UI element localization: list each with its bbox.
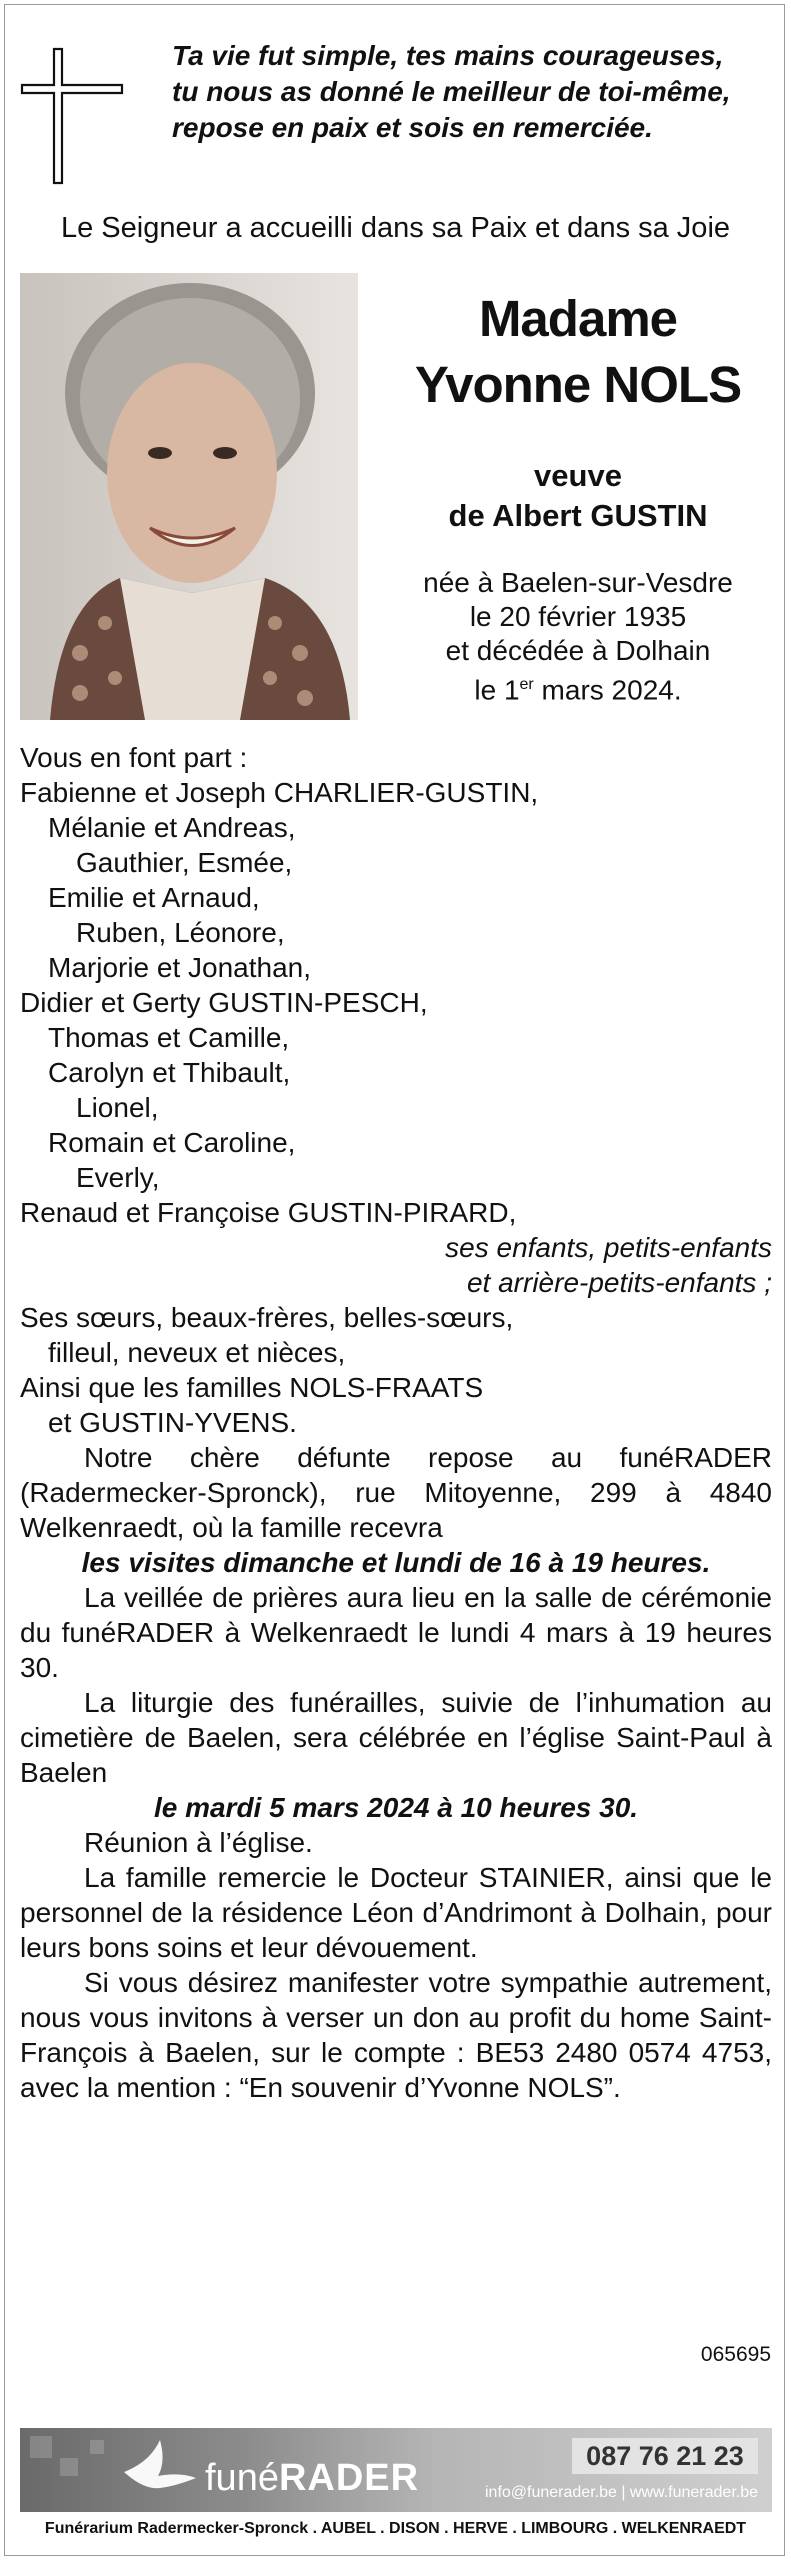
family-member-line: Romain et Caroline,	[48, 1127, 296, 1158]
family-member-line: Didier et Gerty GUSTIN-PESCH,	[20, 987, 428, 1018]
grandchildren-line: et arrière-petits-enfants ;	[466, 1267, 772, 1298]
relatives-line: filleul, neveux et nièces,	[48, 1337, 346, 1368]
siblings-line: Ses sœurs, beaux-frères, belles-sœurs,	[20, 1302, 514, 1333]
family-member-line: Fabienne et Joseph CHARLIER-GUSTIN,	[20, 777, 539, 808]
visits-line: les visites dimanche et lundi de 16 à 19 heures.	[81, 1547, 711, 1578]
birth-date: le 20 février 1935	[469, 601, 687, 632]
contact-info: info@funerader.be | www.funerader.be	[484, 2484, 758, 2501]
poem-line: tu nous as donné le meilleur de toi-même,	[172, 76, 731, 107]
dove-logo-icon	[120, 2432, 200, 2508]
cross-icon	[20, 47, 124, 185]
family-member-line: Thomas et Camille,	[48, 1022, 290, 1053]
death-date: le 1er mars 2024.	[474, 674, 682, 706]
family-member-line: Renaud et Françoise GUSTIN-PIRARD,	[20, 1197, 517, 1228]
intro-text: Le Seigneur a accueilli dans sa Paix et dans sa Joie	[60, 212, 731, 244]
families-line: Ainsi que les familles NOLS-FRAATS	[20, 1372, 484, 1403]
family-list	[20, 775, 772, 1230]
family-member-line: Lionel,	[76, 1092, 159, 1123]
birth-place: née à Baelen-sur-Vesdre	[423, 567, 733, 598]
family-member-line: Ruben, Léonore,	[76, 917, 285, 948]
family-member-line: Emilie et Arnaud,	[48, 882, 260, 913]
family-member-line: Marjorie et Jonathan,	[48, 952, 312, 983]
liturgy-paragraph: La liturgie des funérailles, suivie de l’inhumation au cimetière de Baelen, sera célébrée en l’église Saint-Paul à Baelen	[20, 1687, 772, 1788]
widow-label: veuve	[534, 458, 622, 493]
announce-opening: Vous en font part :	[20, 742, 248, 773]
notice-body	[20, 740, 772, 2105]
name-full: Yvonne NOLS	[414, 356, 742, 413]
reference-number: 065695	[700, 2343, 771, 2366]
funeral-date-line: le mardi 5 mars 2024 à 10 heures 30.	[153, 1792, 639, 1823]
poem-line: repose en paix et sois en remerciée.	[172, 112, 653, 143]
deceased-name	[378, 286, 778, 418]
family-member-line: Carolyn et Thibault,	[48, 1057, 291, 1088]
phone-number: 087 76 21 23	[572, 2438, 758, 2474]
family-member-line: Everly,	[76, 1162, 160, 1193]
poem	[172, 38, 772, 146]
donation-paragraph: Si vous désirez manifester votre sympathie autrement, nous vous invitons à verser un don au profit du home Saint-François à Baelen, sur le compte : BE53 2480 0574 4753, avec la mention : “En souvenir d’Yvonne NOLS”.	[20, 1967, 772, 2103]
thanks-paragraph: La famille remercie le Docteur STAINIER, ainsi que le personnel de la résidence Léon d’Andrimont à Dolhain, pour leurs bons soins et leur dévouement.	[20, 1862, 772, 1963]
family-member-line: Mélanie et Andreas,	[48, 812, 296, 843]
birth-death-dates	[378, 566, 778, 707]
families-line: et GUSTIN-YVENS.	[48, 1407, 297, 1438]
rest-paragraph: Notre chère défunte repose au funéRADER (Radermecker-Spronck), rue Mitoyenne, 299 à 4840 Welkenraedt, où la famille recevra	[20, 1442, 772, 1543]
death-place: et décédée à Dolhain	[445, 635, 711, 666]
name-title: Madame	[478, 290, 678, 347]
children-line: ses enfants, petits-enfants	[445, 1232, 772, 1263]
funeral-home-banner	[20, 2428, 772, 2512]
spouse-name: de Albert GUSTIN	[448, 498, 708, 533]
family-member-line: Gauthier, Esmée,	[76, 847, 293, 878]
brand-logo: funéRADER	[205, 2457, 420, 2499]
portrait-photo	[20, 273, 358, 720]
locations-line: Funérarium Radermecker-Spronck . AUBEL . DISON . HERVE . LIMBOURG . WELKENRAEDT	[44, 2520, 747, 2537]
meeting-line: Réunion à l’église.	[84, 1827, 313, 1858]
poem-line: Ta vie fut simple, tes mains courageuses,	[172, 40, 724, 71]
vigil-paragraph: La veillée de prières aura lieu en la salle de cérémonie du funéRADER à Welkenraedt le lundi 4 mars à 19 heures 30.	[20, 1582, 772, 1683]
widow-of	[378, 456, 778, 536]
